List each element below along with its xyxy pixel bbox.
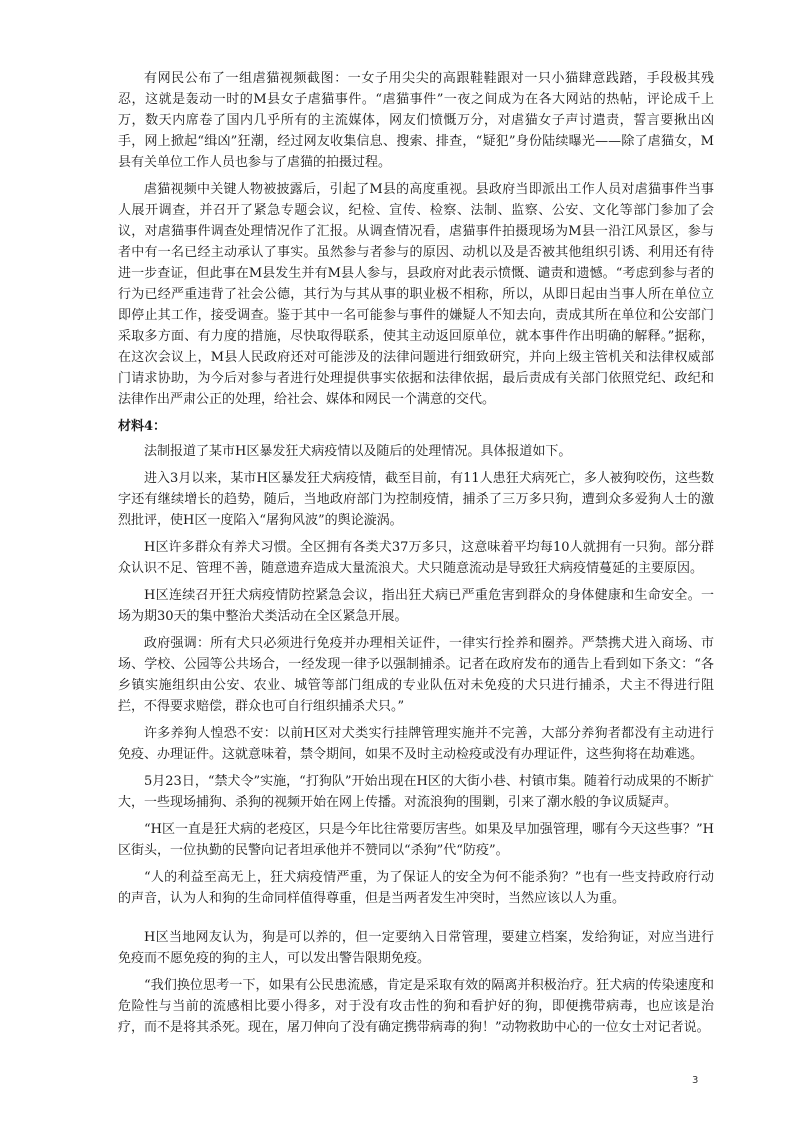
page-body [118,68,714,1044]
paragraph-rescue-center-quote: “我们换位思考一下，如果有公民患流感，肯定是采取有效的隔离并积极治疗。狂犬病的传染速度和危险性与当前的流感相比要小得多，对于没有攻击性的狗和看护好的狗，即便携带病毒，也应该是治疗，而不是将其杀死。现在，屠刀伸向了没有确定携带病毒的狗！”动物救助中心的一位女士对记者说。 [118,978,714,1035]
paragraph-dog-ownership: H区许多群众有养犬习惯。全区拥有各类犬37万多只，这意味着平均每10人就拥有一只狗。部分群众认识不足、管理不善，随意遗弃造成大量流浪犬。犬只随意流动是导致狂犬病疫情蔓延的主要原因。 [118,540,714,576]
paragraph-emergency-meeting: H区连续召开狂犬病疫情防控紧急会议，指出狂犬病已严重危害到群众的身体健康和生命安全。一场为期30天的集中整治犬类活动在全区紧急开展。 [118,588,714,624]
paragraph-police-quote: “H区一直是狂犬病的老疫区，只是今年比往常要厉害些。如果及早加强管理，哪有今天这些事？”H区街头，一位执勤的民警向记者坦承他并不赞同以“杀狗”代“防疫”。 [118,822,714,858]
paragraph-government-rules: 政府强调：所有犬只必须进行免疫并办理相关证件，一律实行拴养和圈养。严禁携犬进入商场、市场、学校、公园等公共场合，一经发现一律予以强制捕杀。记者在政府发布的通告上看到如下条文：“各乡镇实施组织由公安、农业、城管等部门组成的专业队伍对未免疫的犬只进行捕杀，犬主不得进行阻拦，不得要求赔偿，群众也可自行组织捕杀犬只。” [118,636,714,714]
paragraph-support-quote: “人的利益至高无上，狂犬病疫情严重，为了保证人的安全为何不能杀狗？”也有一些支持政府行动的声音，认为人和狗的生命同样值得尊重，但是当两者发生冲突时，当然应该以人为重。 [118,870,714,906]
paragraph-report-intro: 法制报道了某市H区暴发狂犬病疫情以及随后的处理情况。具体报道如下。 [144,444,572,459]
page-number: 3 [692,1075,699,1086]
paragraph-county-response: 虐猫视频中关键人物被披露后，引起了M县的高度重视。县政府当即派出工作人员对虐猫事件当事人展开调查，并召开了紧急专题会议，纪检、宣传、检察、法制、监察、公安、文化等部门参加了会议，对虐猫事件调查处理情况作了汇报。从调查情况看，虐猫事件拍摄现场为M县一沿江风景区，参与者中有一名已经主动承认了事实。虽然参与者参与的原因、动机以及是否被其他组织引诱、利用还有待进一步查证，但此事在M县发生并有M县人参与，县政府对此表示愤慨、谴责和遗憾。“考虑到参与者的行为已经严重违背了社会公德，其行为与其从事的职业极不相称，所以，从即日起由当事人所在单位立即停止其工作，接受调查。鉴于其中一名可能参与事件的嫌疑人不知去向，责成其所在单位和公安部门采取多方面、有力度的措施，尽快取得联系，使其主动返回原单位，就本事件作出明确的解释。”据称，在这次会议上，M县人民政府还对可能涉及的法律问题进行细致研究，并向上级主管机关和法律权威部门请求协助，为今后对参与者进行处理提供事实依据和法律依据，最后责成有关部门依照党纪、政纪和法律作出严肃公正的处理，给社会、媒体和网民一个满意的交代。 [118,182,714,407]
paragraph-outbreak: 进入3月以来，某市H区暴发狂犬病疫情，截至目前，有11人患狂犬病死亡，多人被狗咬伤，这些数字还有继续增长的趋势，随后，当地政府部门为控制疫情，捕杀了三万多只狗，遭到众多爱狗人士的激烈批评，使H区一度陷入“屠狗风波”的舆论漩涡。 [118,471,714,528]
paragraph-cat-abuse-intro: 有网民公布了一组虐猫视频截图：一女子用尖尖的高跟鞋鞋跟对一只小猫肆意践踏，手段极其残忍，这就是轰动一时的M县女子虐猫事件。“虐猫事件”一夜之间成为在各大网站的热帖，评论成千上万，数天内席卷了国内几乎所有的主流媒体，网友们愤慨万分，对虐猫女子声讨遣责，誓言要揪出凶手，网上掀起“缉凶”狂潮，经过网友收集信息、搜索、排查，“疑犯”身份陆续曝光——除了虐猫女，M县有关单位工作人员也参与了虐猫的拍摄过程。 [118,71,714,170]
paragraph-owner-anxiety: 许多养狗人惶恐不安：以前H区对犬类实行挂牌管理实施并不完善，大部分养狗者都没有主动进行免疫、办理证件。这就意味着，禁令期间，如果不及时主动检疫或没有办理证件，这些狗将在劫难逃。 [118,726,714,762]
paragraph-netizen-view: H区当地网友认为，狗是可以养的，但一定要纳入日常管理，要建立档案，发给狗证，对应当进行免疫而不愿免疫的狗的主人，可以发出警告限期免疫。 [118,930,714,966]
section-heading-material-4: 材料4： [118,419,167,434]
paragraph-ban-enforcement: 5月23日，“禁犬令”实施，“打狗队”开始出现在H区的大街小巷、村镇市集。随着行动成果的不断扩大，一些现场捕狗、杀狗的视频开始在网上传播。对流浪狗的围剿，引来了潮水般的争议质疑声。 [118,774,714,810]
